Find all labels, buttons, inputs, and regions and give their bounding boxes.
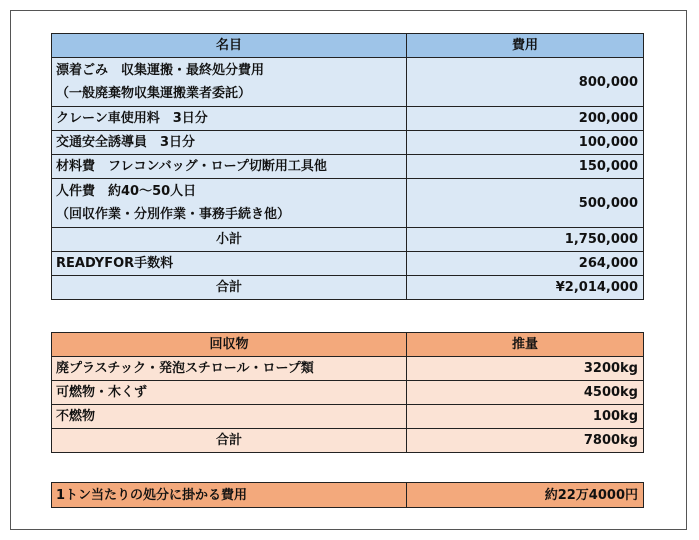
cost-row-value: 200,000 bbox=[407, 107, 644, 131]
cost-row-value: 800,000 bbox=[407, 58, 644, 107]
cost-header-amount: 費用 bbox=[407, 34, 644, 58]
per-ton-row bbox=[52, 483, 644, 508]
cost-header-item: 名目 bbox=[52, 34, 407, 58]
waste-total-value: 7800kg bbox=[407, 429, 644, 453]
cost-table bbox=[51, 33, 644, 300]
cost-subtotal-label: 小計 bbox=[52, 228, 407, 252]
cost-total-label: 合計 bbox=[52, 276, 407, 300]
cost-row bbox=[52, 58, 644, 107]
waste-row bbox=[52, 381, 644, 405]
waste-total-label: 合計 bbox=[52, 429, 407, 453]
cost-total-value: ¥2,014,000 bbox=[407, 276, 644, 300]
waste-row bbox=[52, 405, 644, 429]
cost-row-label-line: （回収作業・分別作業・事務手続き他） bbox=[56, 207, 291, 222]
waste-total-row bbox=[52, 429, 644, 453]
waste-table bbox=[51, 332, 644, 453]
cost-subtotal-row bbox=[52, 228, 644, 252]
waste-row-value: 4500kg bbox=[407, 381, 644, 405]
cost-row-label: クレーン車使用料 3日分 bbox=[52, 107, 407, 131]
cost-row-label: 材料費 フレコンバッグ・ロープ切断用工具他 bbox=[52, 155, 407, 179]
waste-row-label: 廃プラスチック・発泡スチロール・ロープ類 bbox=[52, 357, 407, 381]
cost-header-row bbox=[52, 34, 644, 58]
cost-fee-row bbox=[52, 252, 644, 276]
waste-row-value: 3200kg bbox=[407, 357, 644, 381]
cost-total-row bbox=[52, 276, 644, 300]
cost-row-label bbox=[52, 58, 407, 107]
cost-row bbox=[52, 107, 644, 131]
cost-subtotal-value: 1,750,000 bbox=[407, 228, 644, 252]
cost-fee-value: 264,000 bbox=[407, 252, 644, 276]
cost-row-value: 100,000 bbox=[407, 131, 644, 155]
per-ton-value: 約22万4000円 bbox=[407, 483, 644, 508]
per-ton-table bbox=[51, 482, 644, 508]
cost-row-value: 500,000 bbox=[407, 179, 644, 228]
cost-row-label-line: 漂着ごみ 収集運搬・最終処分費用 bbox=[56, 63, 265, 78]
cost-fee-label: READYFOR手数料 bbox=[52, 252, 407, 276]
cost-row-label-line: 人件費 約40～50人日 bbox=[56, 184, 197, 199]
waste-row-label: 可燃物・木くず bbox=[52, 381, 407, 405]
cost-row-label-line: （一般廃棄物収集運搬業者委託） bbox=[56, 86, 252, 101]
cost-row-label: 交通安全誘導員 3日分 bbox=[52, 131, 407, 155]
waste-row-value: 100kg bbox=[407, 405, 644, 429]
waste-row-label: 不燃物 bbox=[52, 405, 407, 429]
per-ton-label: 1トン当たりの処分に掛かる費用 bbox=[52, 483, 407, 508]
waste-header-amount: 推量 bbox=[407, 333, 644, 357]
waste-header-item: 回収物 bbox=[52, 333, 407, 357]
waste-header-row bbox=[52, 333, 644, 357]
cost-row bbox=[52, 179, 644, 228]
cost-row bbox=[52, 155, 644, 179]
cost-row-value: 150,000 bbox=[407, 155, 644, 179]
waste-row bbox=[52, 357, 644, 381]
cost-row bbox=[52, 131, 644, 155]
cost-row-label bbox=[52, 179, 407, 228]
